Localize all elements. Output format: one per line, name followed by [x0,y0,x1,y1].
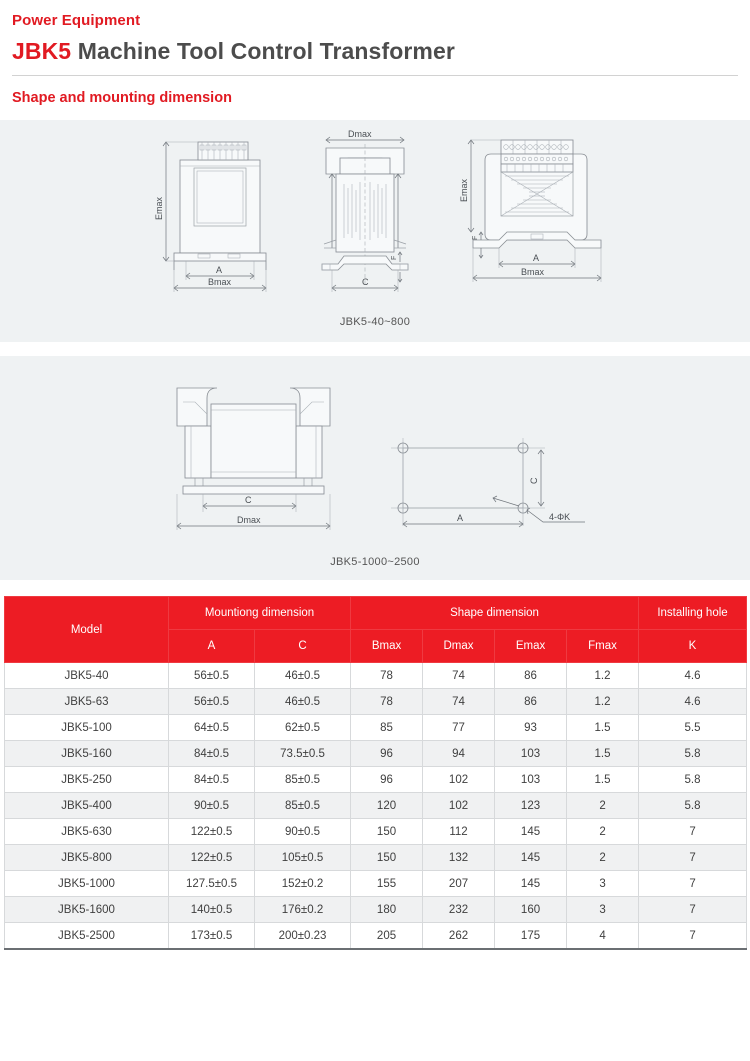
cell-emax: 93 [495,715,567,741]
cell-c: 46±0.5 [255,663,351,689]
page-title [12,29,738,65]
cell-emax: 145 [495,845,567,871]
cell-a: 140±0.5 [169,897,255,923]
cell-k: 7 [639,923,747,950]
cell-dmax: 94 [423,741,495,767]
col-group-shape-dimension: Shape dimension [351,597,639,630]
cell-k: 7 [639,897,747,923]
dim-label-c-large: C [245,495,252,505]
cell-model: JBK5-250 [5,767,169,793]
cell-dmax: 112 [423,819,495,845]
dim-label-f: F [391,255,398,260]
cell-bmax: 150 [351,845,423,871]
drawing-panel-large-models [0,356,750,580]
cell-fmax: 1.2 [567,663,639,689]
drawing-panel-small-models [0,120,750,342]
cell-model: JBK5-160 [5,741,169,767]
col-header-fmax: Fmax [567,630,639,663]
table-row [5,741,747,767]
cell-emax: 160 [495,897,567,923]
cell-k: 5.8 [639,741,747,767]
cell-fmax: 1.5 [567,741,639,767]
table-head [5,597,747,663]
cell-bmax: 205 [351,923,423,950]
dim-label-bmax-top: Bmax [521,267,545,277]
cell-a: 64±0.5 [169,715,255,741]
table-head-row-groups [5,597,747,630]
cell-bmax: 78 [351,689,423,715]
table-row [5,715,747,741]
col-header-emax: Emax [495,630,567,663]
cell-c: 105±0.5 [255,845,351,871]
cell-k: 4.6 [639,689,747,715]
cell-dmax: 232 [423,897,495,923]
cell-c: 46±0.5 [255,689,351,715]
cell-fmax: 1.5 [567,715,639,741]
cell-a: 173±0.5 [169,923,255,950]
col-header-c: C [255,630,351,663]
dim-label-a: A [216,265,223,275]
cell-emax: 123 [495,793,567,819]
cell-dmax: 74 [423,663,495,689]
cell-k: 7 [639,845,747,871]
cell-c: 200±0.23 [255,923,351,950]
col-group-mounting-dimension: Mountiong dimension [169,597,351,630]
cell-k: 5.8 [639,767,747,793]
dim-label-c-holes: C [529,477,539,484]
table-row [5,923,747,950]
dim-label-bmax: Bmax [208,277,232,287]
cell-fmax: 3 [567,871,639,897]
cell-model: JBK5-1600 [5,897,169,923]
col-header-dmax: Dmax [423,630,495,663]
page-header [0,0,750,106]
cell-k: 5.5 [639,715,747,741]
cell-emax: 145 [495,871,567,897]
cell-bmax: 150 [351,819,423,845]
cell-a: 56±0.5 [169,663,255,689]
cell-dmax: 77 [423,715,495,741]
cell-c: 73.5±0.5 [255,741,351,767]
cell-bmax: 155 [351,871,423,897]
cell-fmax: 4 [567,923,639,950]
cell-emax: 103 [495,767,567,793]
cell-dmax: 132 [423,845,495,871]
dimension-spec-table [4,596,747,950]
dim-label-hole-count: 4-ΦK [549,512,571,522]
dim-label-dmax: Dmax [348,129,372,139]
table-row [5,871,747,897]
cell-c: 85±0.5 [255,767,351,793]
col-header-k: K [639,630,747,663]
dim-label-emax-top: Emax [459,178,469,202]
cell-bmax: 96 [351,741,423,767]
figure-mounting-hole-pattern [385,426,595,546]
cell-emax: 86 [495,663,567,689]
cell-model: JBK5-40 [5,663,169,689]
cell-bmax: 78 [351,663,423,689]
figure-top-view [455,134,620,299]
page-title-model: JBK5 [12,38,72,64]
cell-a: 84±0.5 [169,741,255,767]
cell-c: 90±0.5 [255,819,351,845]
cell-emax: 175 [495,923,567,950]
col-header-a: A [169,630,255,663]
cell-emax: 103 [495,741,567,767]
cell-k: 7 [639,871,747,897]
panel-1-caption: JBK5-40~800 [339,316,411,328]
cell-fmax: 1.5 [567,767,639,793]
cell-bmax: 180 [351,897,423,923]
cell-emax: 86 [495,689,567,715]
cell-a: 56±0.5 [169,689,255,715]
dim-label-emax: Emax [154,196,164,220]
cell-model: JBK5-800 [5,845,169,871]
cell-bmax: 120 [351,793,423,819]
cell-model: JBK5-1000 [5,871,169,897]
category-kicker: Power Equipment [12,12,141,29]
dim-label-dmax-large: Dmax [237,515,261,525]
cell-c: 176±0.2 [255,897,351,923]
cell-c: 152±0.2 [255,871,351,897]
table-body [5,663,747,950]
cell-c: 85±0.5 [255,793,351,819]
cell-model: JBK5-63 [5,689,169,715]
cell-dmax: 102 [423,793,495,819]
dim-label-f-top: F [472,235,479,240]
cell-k: 7 [639,819,747,845]
cell-dmax: 262 [423,923,495,950]
cell-model: JBK5-2500 [5,923,169,950]
cell-dmax: 74 [423,689,495,715]
cell-fmax: 2 [567,793,639,819]
cell-k: 4.6 [639,663,747,689]
section-title: Shape and mounting dimension [12,90,232,106]
table-row [5,689,747,715]
table-row [5,793,747,819]
cell-bmax: 85 [351,715,423,741]
table-row [5,897,747,923]
cell-a: 122±0.5 [169,819,255,845]
figure-front-view [150,130,320,305]
cell-model: JBK5-630 [5,819,169,845]
dim-label-a-holes: A [457,513,464,523]
spec-table-wrapper [0,596,750,950]
cell-model: JBK5-100 [5,715,169,741]
cell-fmax: 1.2 [567,689,639,715]
cell-dmax: 207 [423,871,495,897]
table-row [5,845,747,871]
col-group-installing-hole: Installing hole [639,597,747,630]
cell-a: 122±0.5 [169,845,255,871]
cell-a: 84±0.5 [169,767,255,793]
cell-a: 127.5±0.5 [169,871,255,897]
panel-2-caption: JBK5-1000~2500 [330,556,420,568]
table-row [5,663,747,689]
cell-k: 5.8 [639,793,747,819]
cell-a: 90±0.5 [169,793,255,819]
table-row [5,767,747,793]
figure-large-side-view [165,380,360,555]
cell-fmax: 2 [567,845,639,871]
cell-model: JBK5-400 [5,793,169,819]
page-title-rest: Machine Tool Control Transformer [71,38,455,64]
cell-fmax: 2 [567,819,639,845]
dim-label-c: C [362,277,369,287]
cell-bmax: 96 [351,767,423,793]
cell-c: 62±0.5 [255,715,351,741]
figure-side-view [312,126,457,304]
col-header-bmax: Bmax [351,630,423,663]
col-header-model: Model [5,597,169,663]
cell-fmax: 3 [567,897,639,923]
table-row [5,819,747,845]
cell-emax: 145 [495,819,567,845]
dim-label-a-top: A [533,253,540,263]
cell-dmax: 102 [423,767,495,793]
